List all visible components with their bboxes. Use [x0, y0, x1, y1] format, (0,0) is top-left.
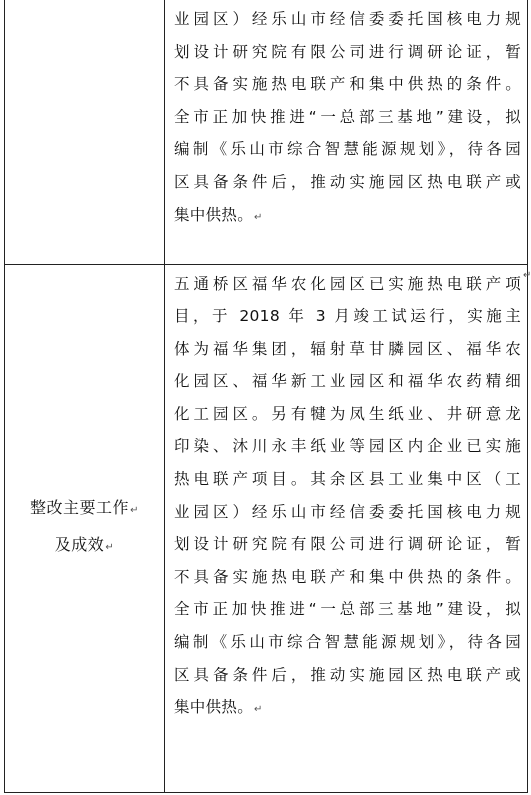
row-end-mark: ↵ [523, 270, 531, 281]
text-line: 编制《乐山市综合智慧能源规划》，待各园 [174, 140, 521, 159]
content-cell-top [165, 0, 528, 264]
rectification-table [4, 0, 528, 793]
row-label [5, 491, 164, 565]
label-cell-main-work [5, 264, 165, 792]
text-line: 印染、沐川永丰纸业等园区内企业已实施 [174, 437, 521, 456]
text-line: 化园区、福华新工业园区和福华农药精细 [174, 372, 521, 391]
paragraph-mark: ↵ [130, 505, 139, 516]
text-line: 编制《乐山市综合智慧能源规划》，待各园 [174, 633, 521, 652]
text-line: 体为福华集团，辐射草甘膦园区、福华农 [174, 339, 521, 358]
text-line: 划设计研究院有限公司进行调研论证，暂 [174, 535, 521, 554]
text-line: 区具备条件后，推动实施园区热电联产或 [174, 665, 521, 684]
text-line: 集中供热。↵ [174, 205, 263, 224]
text-line: 业园区）经乐山市经信委委托国核电力规 [174, 10, 521, 28]
content-paragraph [165, 0, 527, 233]
row-label-line: 整改主要工作↵ [30, 498, 139, 517]
paragraph-mark: ↵ [254, 704, 263, 716]
text-line: 不具备实施热电联产和集中供热的条件。 [174, 567, 521, 586]
paragraph-mark: ↵ [254, 211, 263, 223]
content-cell-main-work [165, 264, 528, 792]
text-line: 全市正加快推进“一总部三基地”建设，拟 [174, 600, 521, 619]
text-line: 业园区）经乐山市经信委委托国核电力规 [174, 502, 521, 521]
text-line: 化工园区。另有犍为凤生纸业、井研意龙 [174, 404, 521, 423]
table-row [5, 0, 528, 264]
text-line: 不具备实施热电联产和集中供热的条件。 [174, 75, 521, 94]
table-row [5, 264, 528, 792]
text-line: 目，于 2018 年 3 月竣工试运行，实施主 [174, 307, 521, 326]
text-line: 五通桥区福华农化园区已实施热电联产项 [174, 274, 521, 293]
label-cell-empty [5, 0, 165, 264]
text-line: 全市正加快推进“一总部三基地”建设，拟 [174, 107, 521, 126]
row-label-line: 及成效↵ [54, 535, 115, 554]
content-paragraph [165, 265, 527, 726]
text-line: 划设计研究院有限公司进行调研论证，暂 [174, 42, 521, 61]
text-line: 热电联产项目。其余区县工业集中区（工 [174, 470, 521, 489]
text-line: 集中供热。↵ [174, 698, 263, 717]
paragraph-mark: ↵ [105, 542, 115, 553]
text-line: 区具备条件后，推动实施园区热电联产或 [174, 172, 521, 191]
